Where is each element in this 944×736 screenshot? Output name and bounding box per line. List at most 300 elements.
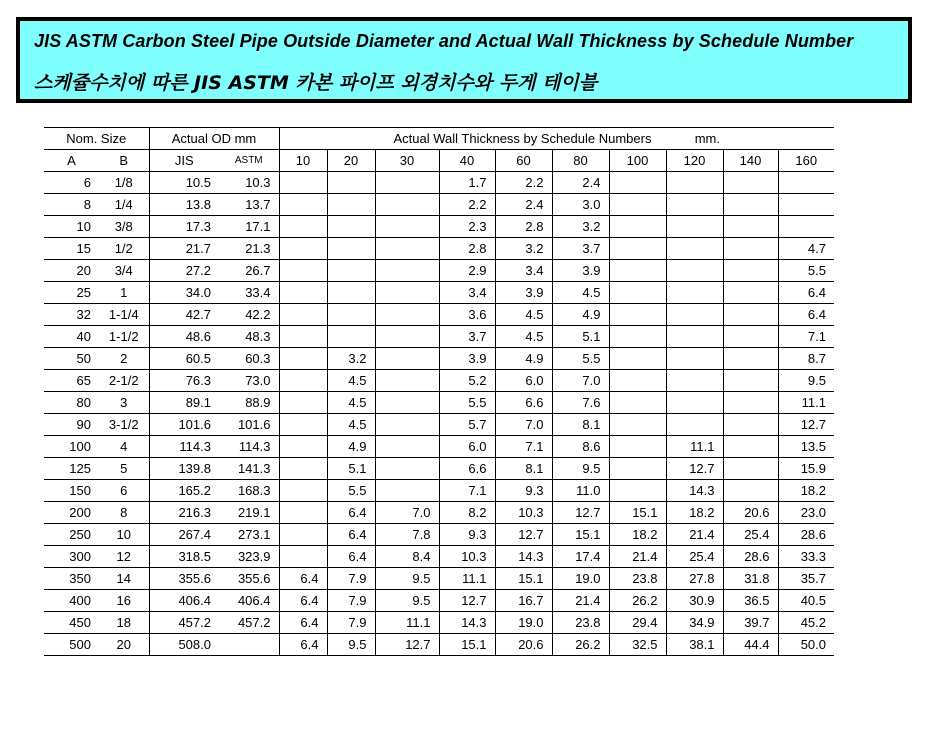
cell-od-astm: 219.1 [219,502,279,524]
cell-nom-b: 2 [99,348,149,370]
cell-od-jis: 406.4 [149,590,219,612]
cell-sch-100 [609,216,666,238]
cell-sch-140 [723,458,778,480]
cell-od-astm: 10.3 [219,172,279,194]
cell-sch-20 [327,216,375,238]
cell-od-jis: 21.7 [149,238,219,260]
col-jis-header: JIS [149,150,219,172]
cell-sch-80: 15.1 [552,524,609,546]
cell-sch-40: 5.5 [439,392,495,414]
cell-od-jis: 114.3 [149,436,219,458]
cell-sch-30 [375,238,439,260]
cell-sch-140 [723,304,778,326]
cell-nom-b: 20 [99,634,149,656]
cell-sch-140: 44.4 [723,634,778,656]
cell-sch-160: 8.7 [778,348,834,370]
cell-sch-20: 7.9 [327,612,375,634]
cell-sch-140 [723,216,778,238]
cell-sch-160: 35.7 [778,568,834,590]
cell-nom-b: 3/8 [99,216,149,238]
cell-sch-140 [723,194,778,216]
cell-sch-80: 26.2 [552,634,609,656]
cell-nom-a: 20 [44,260,99,282]
cell-sch-160: 45.2 [778,612,834,634]
cell-sch-20 [327,282,375,304]
cell-sch-60: 4.5 [495,304,552,326]
cell-sch-30 [375,392,439,414]
schedule-header-30: 30 [375,150,439,172]
cell-od-astm: 457.2 [219,612,279,634]
cell-sch-10 [279,480,327,502]
cell-sch-160: 13.5 [778,436,834,458]
cell-sch-100 [609,392,666,414]
cell-sch-160: 40.5 [778,590,834,612]
cell-sch-20: 5.1 [327,458,375,480]
cell-sch-160: 4.7 [778,238,834,260]
cell-sch-30 [375,414,439,436]
cell-nom-b: 1-1/2 [99,326,149,348]
cell-sch-120 [666,304,723,326]
cell-sch-100 [609,326,666,348]
cell-sch-60: 4.9 [495,348,552,370]
cell-od-astm: 273.1 [219,524,279,546]
cell-sch-120 [666,216,723,238]
cell-sch-60: 4.5 [495,326,552,348]
cell-nom-a: 6 [44,172,99,194]
cell-sch-10 [279,172,327,194]
cell-sch-40: 2.3 [439,216,495,238]
cell-sch-10 [279,348,327,370]
cell-od-jis: 27.2 [149,260,219,282]
table-row [44,502,834,524]
cell-sch-120 [666,282,723,304]
schedule-header-40: 40 [439,150,495,172]
wall-thickness-label: Actual Wall Thickness by Schedule Numbers [393,131,652,146]
cell-sch-30: 9.5 [375,590,439,612]
table-row [44,348,834,370]
cell-nom-a: 50 [44,348,99,370]
cell-nom-a: 40 [44,326,99,348]
cell-sch-30 [375,348,439,370]
cell-sch-40: 14.3 [439,612,495,634]
cell-sch-140: 31.8 [723,568,778,590]
cell-sch-40: 2.9 [439,260,495,282]
cell-sch-60: 9.3 [495,480,552,502]
cell-od-astm: 355.6 [219,568,279,590]
cell-sch-30 [375,370,439,392]
cell-od-astm: 26.7 [219,260,279,282]
cell-nom-b: 1/4 [99,194,149,216]
cell-nom-a: 32 [44,304,99,326]
cell-sch-120 [666,172,723,194]
cell-od-jis: 34.0 [149,282,219,304]
col-astm-header: ASTM [219,150,279,172]
table-row [44,612,834,634]
cell-nom-a: 90 [44,414,99,436]
title-korean: 스케쥴수치에 따른 JIS ASTM 카본 파이프 외경치수와 두게 테이블 [34,72,598,94]
cell-sch-20 [327,304,375,326]
cell-od-astm: 21.3 [219,238,279,260]
cell-sch-40: 3.7 [439,326,495,348]
cell-sch-60: 3.2 [495,238,552,260]
cell-sch-30: 8.4 [375,546,439,568]
cell-nom-a: 200 [44,502,99,524]
cell-sch-30 [375,260,439,282]
cell-sch-20 [327,238,375,260]
cell-sch-30: 11.1 [375,612,439,634]
cell-sch-60: 2.4 [495,194,552,216]
cell-sch-10 [279,414,327,436]
cell-nom-a: 500 [44,634,99,656]
cell-nom-b: 18 [99,612,149,634]
cell-sch-140 [723,238,778,260]
cell-od-astm: 168.3 [219,480,279,502]
col-a-header: A [44,150,99,172]
cell-nom-a: 100 [44,436,99,458]
cell-sch-60: 3.9 [495,282,552,304]
cell-sch-140: 36.5 [723,590,778,612]
title-english: JIS ASTM Carbon Steel Pipe Outside Diameter and Actual Wall Thickness by Schedule Number [34,31,854,51]
cell-od-jis: 508.0 [149,634,219,656]
cell-sch-20: 4.9 [327,436,375,458]
cell-sch-10: 6.4 [279,568,327,590]
cell-sch-10 [279,304,327,326]
cell-sch-40: 10.3 [439,546,495,568]
cell-sch-140 [723,172,778,194]
schedule-header-80: 80 [552,150,609,172]
table-row [44,590,834,612]
cell-nom-b: 3/4 [99,260,149,282]
col-b-header: B [99,150,149,172]
cell-sch-100: 29.4 [609,612,666,634]
cell-od-jis: 216.3 [149,502,219,524]
schedule-header-10: 10 [279,150,327,172]
cell-sch-20: 7.9 [327,590,375,612]
cell-sch-80: 8.6 [552,436,609,458]
cell-sch-120: 14.3 [666,480,723,502]
cell-sch-100 [609,260,666,282]
cell-sch-60: 15.1 [495,568,552,590]
unit-label: mm. [694,131,720,146]
cell-sch-140 [723,436,778,458]
cell-sch-120 [666,326,723,348]
cell-sch-160: 7.1 [778,326,834,348]
cell-sch-40: 2.8 [439,238,495,260]
cell-sch-160: 6.4 [778,304,834,326]
cell-sch-20: 5.5 [327,480,375,502]
title-banner [16,17,912,103]
cell-sch-80: 5.1 [552,326,609,348]
cell-sch-80: 4.5 [552,282,609,304]
table-row [44,436,834,458]
cell-sch-160: 9.5 [778,370,834,392]
cell-sch-40: 2.2 [439,194,495,216]
table-row [44,260,834,282]
table-row [44,304,834,326]
cell-sch-140 [723,392,778,414]
cell-nom-a: 350 [44,568,99,590]
cell-nom-a: 80 [44,392,99,414]
cell-sch-30 [375,436,439,458]
cell-sch-10 [279,326,327,348]
cell-od-jis: 10.5 [149,172,219,194]
cell-nom-a: 25 [44,282,99,304]
cell-sch-40: 15.1 [439,634,495,656]
wall-thickness-header [279,128,834,150]
cell-sch-40: 6.0 [439,436,495,458]
cell-sch-60: 2.8 [495,216,552,238]
cell-sch-40: 12.7 [439,590,495,612]
cell-sch-160: 18.2 [778,480,834,502]
cell-sch-30 [375,172,439,194]
cell-nom-b: 8 [99,502,149,524]
cell-nom-b: 3 [99,392,149,414]
cell-sch-40: 3.9 [439,348,495,370]
cell-sch-80: 2.4 [552,172,609,194]
cell-sch-160: 5.5 [778,260,834,282]
schedule-header-120: 120 [666,150,723,172]
cell-sch-40: 11.1 [439,568,495,590]
cell-sch-20: 3.2 [327,348,375,370]
cell-sch-10 [279,282,327,304]
cell-sch-30 [375,194,439,216]
schedule-header-100: 100 [609,150,666,172]
cell-sch-120: 34.9 [666,612,723,634]
cell-sch-100: 15.1 [609,502,666,524]
cell-sch-120 [666,370,723,392]
table-row [44,370,834,392]
cell-sch-40: 8.2 [439,502,495,524]
schedule-header-60: 60 [495,150,552,172]
cell-od-jis: 60.5 [149,348,219,370]
cell-od-astm: 13.7 [219,194,279,216]
cell-sch-80: 21.4 [552,590,609,612]
cell-sch-60: 12.7 [495,524,552,546]
cell-sch-100 [609,282,666,304]
cell-sch-100 [609,370,666,392]
cell-sch-10 [279,436,327,458]
cell-sch-30: 7.0 [375,502,439,524]
cell-sch-160: 50.0 [778,634,834,656]
cell-sch-20: 7.9 [327,568,375,590]
cell-sch-140 [723,480,778,502]
table-row [44,216,834,238]
cell-od-jis: 48.6 [149,326,219,348]
cell-sch-120: 30.9 [666,590,723,612]
cell-od-jis: 89.1 [149,392,219,414]
cell-sch-100 [609,480,666,502]
cell-sch-10 [279,370,327,392]
cell-sch-80: 7.0 [552,370,609,392]
cell-sch-140 [723,326,778,348]
cell-sch-10 [279,194,327,216]
cell-sch-140 [723,282,778,304]
cell-sch-30: 7.8 [375,524,439,546]
cell-sch-40: 9.3 [439,524,495,546]
cell-sch-20 [327,194,375,216]
cell-sch-20: 4.5 [327,370,375,392]
cell-sch-20 [327,326,375,348]
cell-nom-b: 16 [99,590,149,612]
cell-sch-40: 3.4 [439,282,495,304]
cell-sch-80: 7.6 [552,392,609,414]
cell-sch-10: 6.4 [279,612,327,634]
cell-sch-140: 20.6 [723,502,778,524]
cell-sch-80: 3.9 [552,260,609,282]
cell-od-jis: 355.6 [149,568,219,590]
cell-sch-120 [666,392,723,414]
cell-sch-140: 39.7 [723,612,778,634]
cell-nom-b: 2-1/2 [99,370,149,392]
cell-sch-120 [666,238,723,260]
cell-sch-100: 21.4 [609,546,666,568]
cell-sch-60: 20.6 [495,634,552,656]
cell-od-astm [219,634,279,656]
cell-sch-20: 9.5 [327,634,375,656]
cell-sch-160: 23.0 [778,502,834,524]
pipe-schedule-table [44,127,834,656]
cell-sch-10 [279,238,327,260]
cell-sch-100: 26.2 [609,590,666,612]
cell-sch-80: 23.8 [552,612,609,634]
cell-sch-30 [375,458,439,480]
cell-sch-30 [375,282,439,304]
cell-nom-b: 1/2 [99,238,149,260]
cell-nom-b: 12 [99,546,149,568]
cell-sch-30: 9.5 [375,568,439,590]
schedule-header-160: 160 [778,150,834,172]
cell-sch-40: 3.6 [439,304,495,326]
cell-nom-b: 5 [99,458,149,480]
table-row [44,172,834,194]
cell-od-astm: 406.4 [219,590,279,612]
cell-sch-40: 6.6 [439,458,495,480]
cell-sch-60: 3.4 [495,260,552,282]
cell-sch-60: 6.6 [495,392,552,414]
table-row [44,282,834,304]
cell-sch-100 [609,414,666,436]
cell-sch-60: 16.7 [495,590,552,612]
cell-sch-160: 15.9 [778,458,834,480]
cell-nom-b: 1-1/4 [99,304,149,326]
header-row-2 [44,150,834,172]
cell-sch-100 [609,436,666,458]
cell-nom-a: 10 [44,216,99,238]
cell-od-jis: 76.3 [149,370,219,392]
cell-nom-a: 125 [44,458,99,480]
cell-sch-10: 6.4 [279,634,327,656]
cell-sch-160: 11.1 [778,392,834,414]
cell-sch-120: 38.1 [666,634,723,656]
cell-sch-60: 7.1 [495,436,552,458]
table-row [44,458,834,480]
cell-sch-120 [666,194,723,216]
cell-nom-a: 8 [44,194,99,216]
cell-nom-a: 15 [44,238,99,260]
schedule-header-140: 140 [723,150,778,172]
actual-od-header: Actual OD mm [149,128,279,150]
cell-sch-30: 12.7 [375,634,439,656]
cell-sch-120 [666,414,723,436]
cell-sch-30 [375,216,439,238]
cell-sch-80: 9.5 [552,458,609,480]
header-row-1 [44,128,834,150]
cell-nom-a: 65 [44,370,99,392]
cell-sch-120: 27.8 [666,568,723,590]
cell-sch-80: 19.0 [552,568,609,590]
cell-od-jis: 457.2 [149,612,219,634]
cell-sch-60: 2.2 [495,172,552,194]
table-row [44,546,834,568]
cell-sch-10: 6.4 [279,590,327,612]
schedule-header-20: 20 [327,150,375,172]
cell-sch-160 [778,194,834,216]
cell-sch-30 [375,480,439,502]
cell-sch-10 [279,392,327,414]
cell-sch-10 [279,524,327,546]
cell-od-astm: 60.3 [219,348,279,370]
cell-sch-40: 5.7 [439,414,495,436]
cell-sch-100 [609,304,666,326]
cell-sch-10 [279,546,327,568]
table-row [44,238,834,260]
cell-sch-100: 23.8 [609,568,666,590]
cell-sch-140 [723,370,778,392]
cell-od-astm: 48.3 [219,326,279,348]
cell-sch-120 [666,260,723,282]
cell-od-astm: 323.9 [219,546,279,568]
table-row [44,524,834,546]
cell-od-astm: 101.6 [219,414,279,436]
cell-sch-160 [778,216,834,238]
cell-od-astm: 73.0 [219,370,279,392]
cell-od-jis: 267.4 [149,524,219,546]
cell-sch-100 [609,194,666,216]
cell-nom-a: 300 [44,546,99,568]
cell-nom-b: 6 [99,480,149,502]
cell-sch-160: 28.6 [778,524,834,546]
cell-sch-20 [327,260,375,282]
cell-od-astm: 42.2 [219,304,279,326]
cell-od-jis: 13.8 [149,194,219,216]
cell-sch-140 [723,260,778,282]
cell-sch-40: 7.1 [439,480,495,502]
table-row [44,194,834,216]
cell-sch-160 [778,172,834,194]
cell-sch-40: 5.2 [439,370,495,392]
cell-nom-b: 3-1/2 [99,414,149,436]
cell-sch-60: 10.3 [495,502,552,524]
cell-sch-140: 28.6 [723,546,778,568]
cell-od-jis: 42.7 [149,304,219,326]
table-row [44,568,834,590]
cell-od-astm: 141.3 [219,458,279,480]
cell-sch-80: 3.7 [552,238,609,260]
cell-sch-120: 11.1 [666,436,723,458]
cell-sch-10 [279,502,327,524]
cell-sch-100: 32.5 [609,634,666,656]
cell-sch-80: 17.4 [552,546,609,568]
table-row [44,392,834,414]
cell-sch-80: 8.1 [552,414,609,436]
cell-sch-100: 18.2 [609,524,666,546]
cell-od-astm: 114.3 [219,436,279,458]
cell-sch-60: 14.3 [495,546,552,568]
cell-nom-b: 10 [99,524,149,546]
cell-sch-60: 6.0 [495,370,552,392]
cell-sch-20: 6.4 [327,524,375,546]
cell-nom-a: 150 [44,480,99,502]
